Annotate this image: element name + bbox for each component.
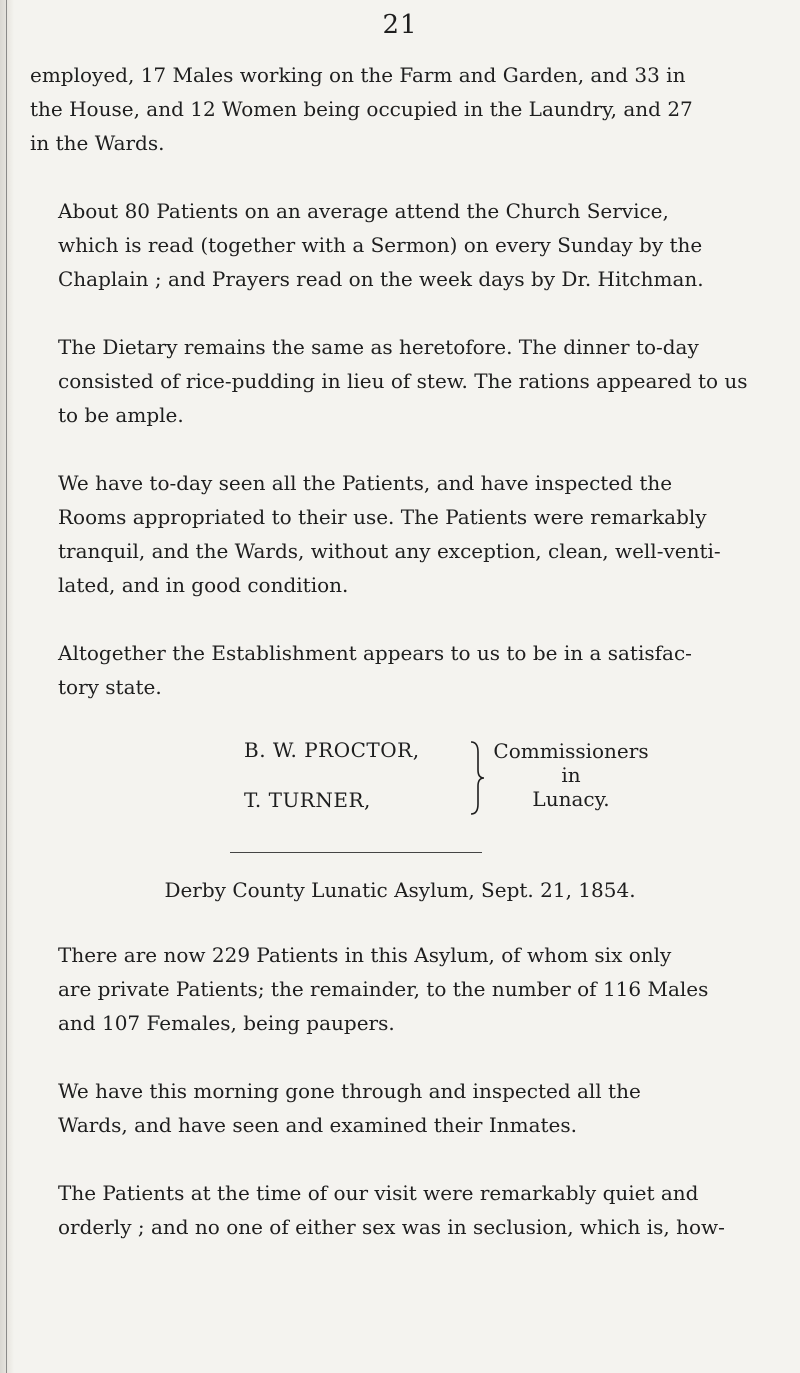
text-line: Chaplain ; and Prayers read on the week days by Dr. Hitchman. bbox=[58, 267, 704, 291]
paragraph-church-service bbox=[30, 194, 770, 296]
text-line: are private Patients; the remainder, to the number of 116 Males bbox=[58, 977, 709, 1001]
text-line: Rooms appropriated to their use. The Patients were remarkably bbox=[58, 505, 707, 529]
paragraph-conclusion bbox=[30, 636, 770, 704]
signatory-role-line: Commissioners bbox=[493, 739, 649, 763]
section-heading: Derby County Lunatic Asylum, Sept. 21, 1854. bbox=[164, 878, 636, 902]
paragraph-patient-count bbox=[30, 938, 770, 1040]
text-line: tranquil, and the Wards, without any exception, clean, well-venti- bbox=[58, 539, 721, 563]
text-line: We have this morning gone through and inspected all the bbox=[58, 1079, 641, 1103]
paragraph-wards-inspection bbox=[30, 1074, 770, 1142]
text-line: The Dietary remains the same as heretofore. The dinner to-day bbox=[58, 335, 699, 359]
paragraph-dietary bbox=[30, 330, 770, 432]
text-line: consisted of rice-pudding in lieu of stew. The rations appeared to us bbox=[58, 369, 748, 393]
section-divider bbox=[230, 852, 482, 853]
text-line: to be ample. bbox=[58, 403, 184, 427]
text-line: in the Wards. bbox=[30, 131, 165, 155]
binding-edge-line bbox=[6, 0, 7, 1373]
signatory-role-line: Lunacy. bbox=[532, 787, 610, 811]
text-line: About 80 Patients on an average attend the Church Service, bbox=[58, 199, 669, 223]
text-line: and 107 Females, being paupers. bbox=[58, 1011, 395, 1035]
text-line: There are now 229 Patients in this Asylum, of whom six only bbox=[58, 943, 672, 967]
signatory-name: T. TURNER, bbox=[244, 788, 371, 812]
right-brace-icon bbox=[468, 740, 486, 816]
text-line: orderly ; and no one of either sex was in seclusion, which is, how- bbox=[58, 1215, 725, 1239]
text-line: the House, and 12 Women being occupied in the Laundry, and 27 bbox=[30, 97, 693, 121]
paragraph-inspection bbox=[30, 466, 770, 602]
paragraph-employment bbox=[30, 58, 770, 160]
text-line: which is read (together with a Sermon) on every Sunday by the bbox=[58, 233, 703, 257]
text-line: lated, and in good condition. bbox=[58, 573, 349, 597]
signatory-role-line: in bbox=[561, 763, 581, 787]
signature-block bbox=[0, 738, 800, 818]
text-line: The Patients at the time of our visit were remarkably quiet and bbox=[58, 1181, 699, 1205]
page-binding-gutter bbox=[0, 0, 14, 1373]
paragraph-patient-conduct bbox=[30, 1176, 770, 1244]
text-line: We have to-day seen all the Patients, and have inspected the bbox=[58, 471, 673, 495]
text-line: Altogether the Establishment appears to us to be in a satisfac- bbox=[58, 641, 692, 665]
signatory-name: B. W. PROCTOR, bbox=[244, 738, 420, 762]
text-line: employed, 17 Males working on the Farm and Garden, and 33 in bbox=[30, 63, 686, 87]
text-line: Wards, and have seen and examined their Inmates. bbox=[58, 1113, 577, 1137]
text-line: tory state. bbox=[58, 675, 162, 699]
page-number: 21 bbox=[382, 10, 418, 40]
